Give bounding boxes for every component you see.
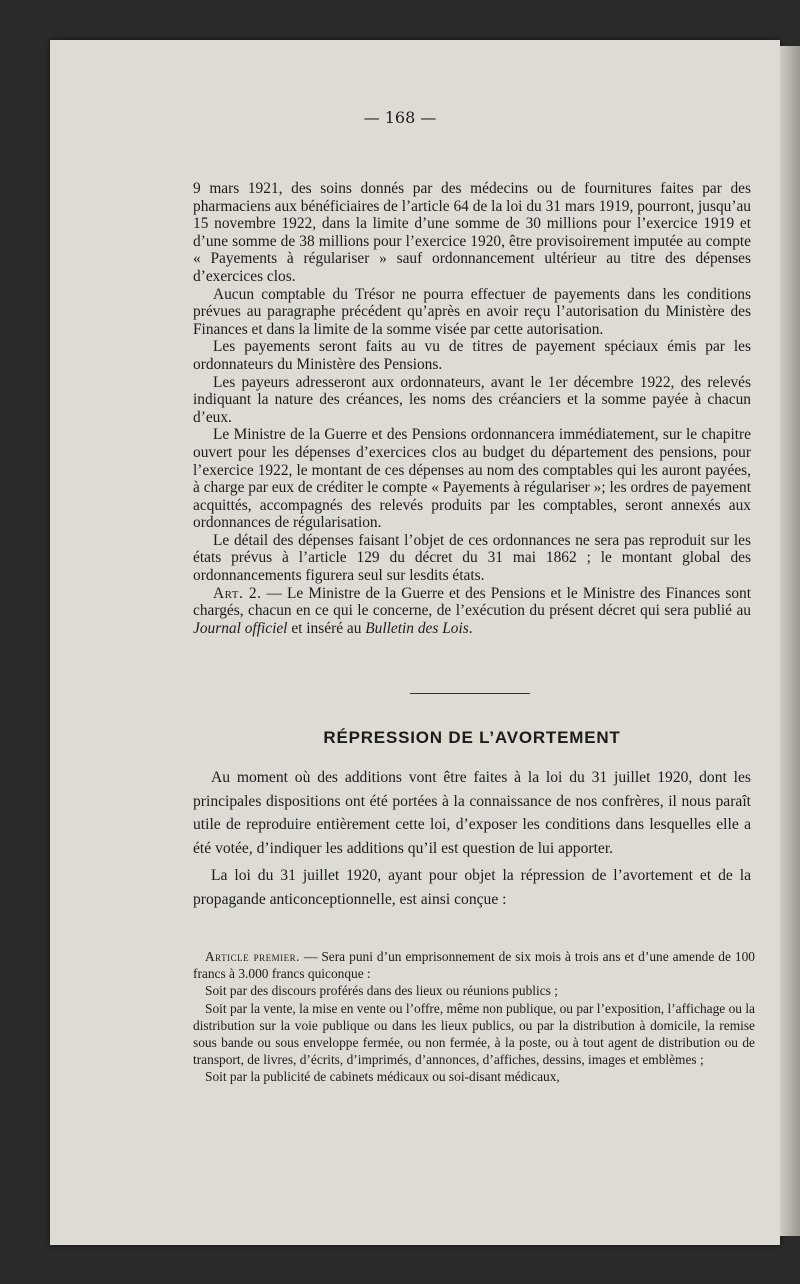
intro-paragraph-2: La loi du 31 juillet 1920, ayant pour objet la répression de l’avortement et de la propagande anticonceptionnelle, est ainsi conçue : bbox=[193, 867, 751, 908]
decree-paragraph-5: Le Ministre de la Guerre et des Pensions ordonnancera immédiatement, sur le chapitre ouvert pour les dépenses d’exercices clos au budget du département des pensions, pour l’exercice 1922, le montant de ces dépenses au nom des comptables qui les auront payées, à charge par eux de créditer le compte « Payements à régulariser »; les ordres de payement acquittés, accompagnés des relevés produits par les comptables, seront annexés aux ordonnances de régularisation. bbox=[193, 426, 751, 532]
decree-text bbox=[193, 180, 751, 637]
decree-paragraph-4: Les payeurs adresseront aux ordonnateurs, avant le 1er décembre 1922, des relevés indiquant la nature des créances, les noms des créanciers et la somme payée à chacun d’eux. bbox=[193, 373, 751, 426]
law-text bbox=[193, 948, 755, 1086]
law-line-3: Soit par la publicité de cabinets médicaux ou soi-disant médicaux, bbox=[205, 1069, 560, 1085]
article-1-label: Article premier. bbox=[205, 949, 300, 964]
decree-paragraph-6: Le détail des dépenses faisant l’objet de ces ordonnances ne sera pas reproduit sur les états prévus à l’article 129 du décret du 31 mai 1862 ; le montant global des ordonnancements figurera seul sur lesdits états. bbox=[193, 531, 751, 585]
page-edge bbox=[780, 46, 800, 1236]
decree-paragraph-1: 9 mars 1921, des soins donnés par des médecins ou de fournitures faites par des pharmaciens aux bénéficiaires de l’article 64 de la loi du 31 mars 1919, pourront, jusqu’au 15 novembre 1922, dans la limite d’une somme de 30 millions pour l’exercice 1919 et d’une somme de 38 millions pour l’exercice 1920, être provisoirement imputée au compte « Payements à régulariser » sauf ordonnancement ultérieur au titre des dépenses d’exercices clos. bbox=[193, 180, 751, 285]
decree-paragraph-2: Aucun comptable du Trésor ne pourra effectuer de payements dans les conditions prévues au paragraphe précédent qu’après en avoir reçu l’autorisation du Ministère des Finances et dans la limite de la somme visée par cette autorisation. bbox=[193, 285, 751, 338]
law-article-1 bbox=[193, 948, 755, 982]
law-line-1: Soit par des discours proférés dans des lieux ou réunions publics ; bbox=[205, 983, 558, 999]
article-2-mid: et inséré au bbox=[287, 619, 366, 637]
article-2-text: — Le Ministre de la Guerre et des Pensions et le Ministre des Finances sont chargés, chacun en ce qui le concerne, de l’exécution du présent décret qui sera publié au bbox=[193, 584, 752, 620]
bulletin-des-lois: Bulletin des Lois bbox=[365, 619, 469, 637]
journal-officiel: Journal officiel bbox=[193, 619, 288, 637]
section-divider bbox=[410, 693, 530, 694]
intro-text bbox=[193, 766, 751, 912]
intro-paragraph-1: Au moment où des additions vont être faites à la loi du 31 juillet 1920, dont les principales dispositions ont été portées à la connaissance de nos confrères, il nous paraît utile de reproduire entièrement cette loi, d’exposer les conditions dans lesquelles elle a été votée, d’indiquer les additions qu’il est question de lui apporter. bbox=[193, 769, 751, 857]
law-line-2: Soit par la vente, la mise en vente ou l’offre, même non publique, ou par l’exposition, l’affichage ou la distribution sur la voie publique ou dans les lieux publics, ou par la distribution à domicile, la remise sous bande ou sous enveloppe fermée, ou non fermée, à la poste, ou à tout agent de distribution ou de transport, de livres, d’écrits, d’imprimés, d’annonces, d’affiches, dessins, images et emblèmes ; bbox=[193, 1000, 755, 1068]
decree-paragraph-3: Les payements seront faits au vu de titres de payement spéciaux émis par les ordonnateurs du Ministère des Pensions. bbox=[193, 338, 751, 373]
article-2-end: . bbox=[468, 619, 473, 637]
page-number: — 168 — bbox=[363, 108, 437, 127]
decree-article-2 bbox=[193, 585, 751, 638]
article-2-label: Art. 2. bbox=[213, 584, 262, 602]
section-heading: RÉPRESSION DE L’AVORTEMENT bbox=[323, 728, 621, 747]
article-1-text: — Sera puni d’un emprisonnement de six mois à trois ans et d’une amende de 100 francs à 3.000 francs quiconque : bbox=[193, 949, 755, 982]
